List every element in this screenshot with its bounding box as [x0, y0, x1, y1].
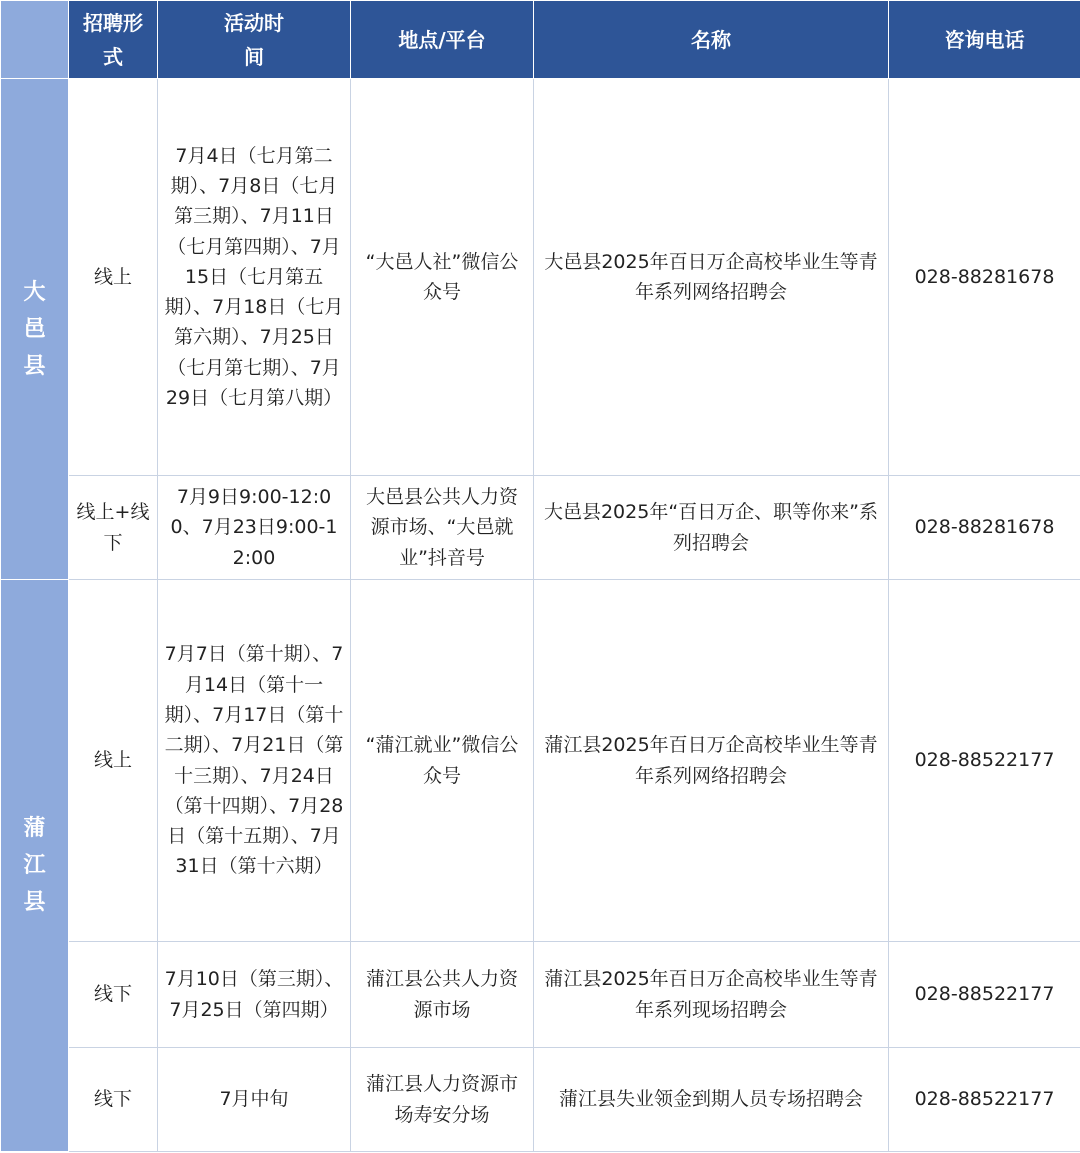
county-label: 蒲江县 — [23, 816, 46, 915]
row-form: 线下 — [69, 1048, 158, 1152]
row-name: 大邑县2025年百日万企高校毕业生等青年系列网络招聘会 — [534, 79, 889, 476]
county-cell-pujiang — [1, 580, 69, 1152]
row-place: 蒲江县人力资源市场寿安分场 — [351, 1048, 534, 1152]
row-place: 蒲江县公共人力资源市场 — [351, 942, 534, 1048]
row-name: 大邑县2025年“百日万企、职等你来”系列招聘会 — [534, 476, 889, 580]
row-time: 7月中旬 — [158, 1048, 351, 1152]
table-row — [1, 476, 1080, 580]
row-form: 线下 — [69, 942, 158, 1048]
row-form: 线上 — [69, 580, 158, 942]
row-place: “大邑人社”微信公众号 — [351, 79, 534, 476]
row-time: 7月10日（第三期）、7月25日（第四期） — [158, 942, 351, 1048]
table-row — [1, 1048, 1080, 1152]
row-phone: 028-88281678 — [889, 79, 1080, 476]
row-phone: 028-88522177 — [889, 942, 1080, 1048]
row-form: 线上 — [69, 79, 158, 476]
header-form: 招聘形式 — [69, 1, 158, 79]
row-name: 蒲江县失业领金到期人员专场招聘会 — [534, 1048, 889, 1152]
header-corner-cell — [1, 1, 69, 79]
row-place: “蒲江就业”微信公众号 — [351, 580, 534, 942]
county-cell-dayi — [1, 79, 69, 580]
row-phone: 028-88522177 — [889, 1048, 1080, 1152]
header-phone: 咨询电话 — [889, 1, 1080, 79]
row-form: 线上+线下 — [69, 476, 158, 580]
header-row — [1, 1, 1080, 79]
table-row — [1, 942, 1080, 1048]
row-place: 大邑县公共人力资源市场、“大邑就业”抖音号 — [351, 476, 534, 580]
table-row — [1, 79, 1080, 476]
header-place: 地点/平台 — [351, 1, 534, 79]
row-phone: 028-88522177 — [889, 580, 1080, 942]
county-label: 大邑县 — [23, 279, 46, 379]
row-time: 7月4日（七月第二期）、7月8日（七月第三期）、7月11日（七月第四期）、7月15日（七月第五期）、7月18日（七月第六期）、7月25日（七月第七期）、7月29日（七月第八期） — [158, 79, 351, 476]
table-row — [1, 580, 1080, 942]
row-name: 蒲江县2025年百日万企高校毕业生等青年系列现场招聘会 — [534, 942, 889, 1048]
row-name: 蒲江县2025年百日万企高校毕业生等青年系列网络招聘会 — [534, 580, 889, 942]
row-time: 7月7日（第十期）、7月14日（第十一期）、7月17日（第十二期）、7月21日（第十三期）、7月24日（第十四期）、7月28日（第十五期）、7月31日（第十六期） — [158, 580, 351, 942]
row-phone: 028-88281678 — [889, 476, 1080, 580]
row-time: 7月9日9:00-12:00、7月23日9:00-12:00 — [158, 476, 351, 580]
header-time: 活动时间 — [158, 1, 351, 79]
header-name: 名称 — [534, 1, 889, 79]
